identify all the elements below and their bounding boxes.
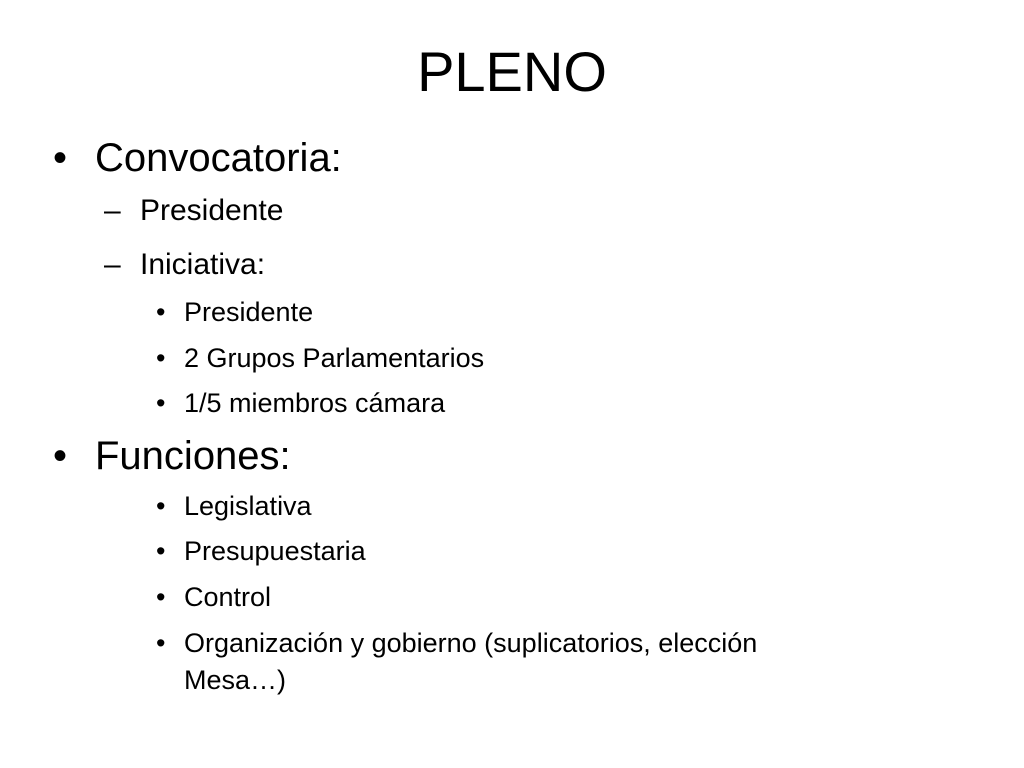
subbullet-presidente (104, 193, 284, 229)
bullet-convocatoria (53, 134, 342, 182)
item-label: Legislativa (184, 491, 312, 521)
bullet-mark: • (53, 434, 68, 478)
bullet-mark: • (156, 628, 166, 658)
bullet-label: Convocatoria: (95, 136, 342, 180)
subbullet-iniciativa (104, 247, 266, 283)
slide-title: PLENO (417, 40, 607, 103)
item-label: Control (184, 582, 272, 612)
bullet-mark: • (156, 297, 166, 327)
item-presidente (156, 296, 314, 329)
bullet-mark: • (156, 388, 166, 418)
item-label: Presupuestaria (184, 536, 366, 566)
bullet-mark: • (53, 136, 68, 180)
bullet-label: Funciones: (95, 434, 291, 478)
item-organizacion-gobierno (156, 627, 758, 660)
item-presupuestaria (156, 535, 366, 568)
bullet-mark: • (156, 582, 166, 612)
item-label: Presidente (184, 297, 314, 327)
bullet-mark: • (156, 343, 166, 373)
item-organizacion-gobierno-continued (184, 664, 286, 697)
subbullet-label: Presidente (140, 194, 284, 227)
item-miembros-camara (156, 387, 446, 420)
item-legislativa (156, 490, 312, 523)
dash-mark: – (104, 194, 121, 227)
item-label: Organización y gobierno (suplicatorios, elección (184, 628, 758, 658)
subbullet-label: Iniciativa: (140, 248, 266, 281)
item-label: 1/5 miembros cámara (184, 388, 446, 418)
bullet-funciones (53, 432, 291, 480)
bullet-mark: • (156, 536, 166, 566)
dash-mark: – (104, 248, 121, 281)
item-control (156, 581, 272, 614)
bullet-mark: • (156, 491, 166, 521)
item-label-continued: Mesa…) (184, 665, 287, 695)
item-grupos-parlamentarios (156, 342, 485, 375)
item-label: 2 Grupos Parlamentarios (184, 343, 485, 373)
